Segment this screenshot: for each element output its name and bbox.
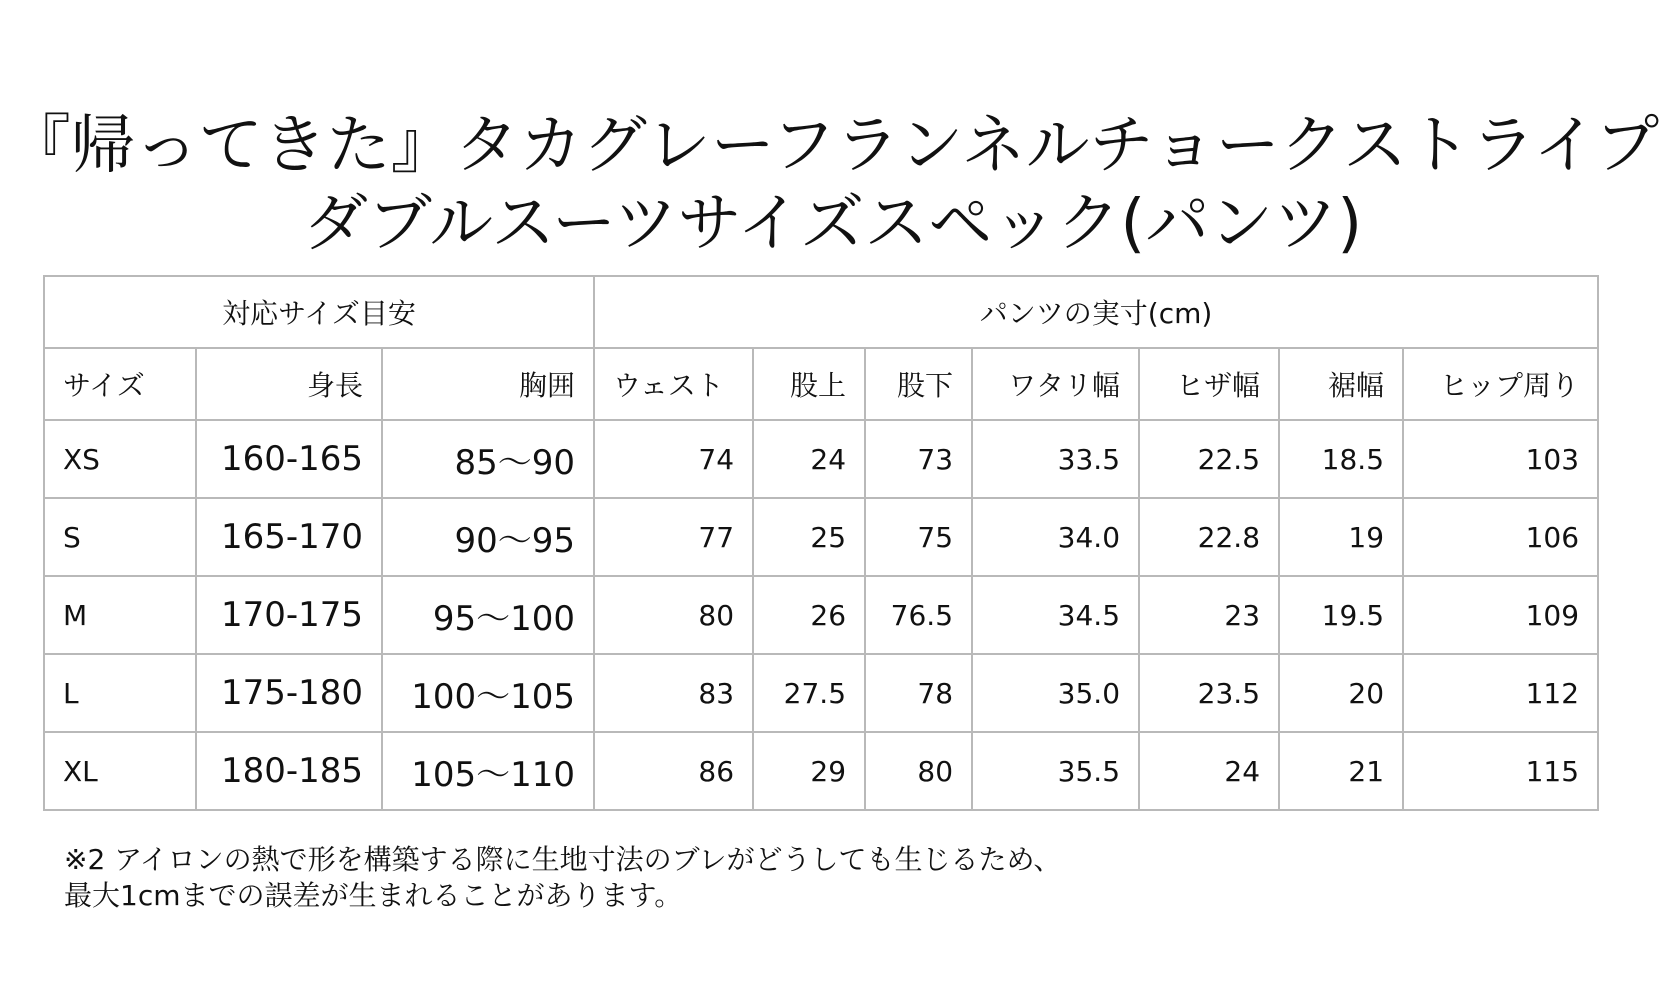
table-row [44,498,1598,576]
column-header-size: サイズ [44,348,196,420]
cell-height: 165-170 [196,498,382,576]
column-header-waist: ウェスト [594,348,753,420]
page-title-line-1: 『帰ってきた』タカグレーフランネルチョークストライプ [6,109,1660,183]
cell-rise: 27.5 [753,654,865,732]
cell-height: 170-175 [196,576,382,654]
cell-knee-width: 24 [1139,732,1279,810]
table-header-row [44,348,1598,420]
cell-size: M [44,576,196,654]
column-header-rise: 股上 [753,348,865,420]
cell-chest: 100〜105 [382,654,594,732]
cell-hip: 106 [1403,498,1598,576]
table-group-header-row [44,276,1598,348]
column-header-hip: ヒップ周り [1403,348,1598,420]
cell-hip: 109 [1403,576,1598,654]
cell-waist: 86 [594,732,753,810]
cell-inseam: 80 [865,732,972,810]
table-row [44,420,1598,498]
cell-rise: 26 [753,576,865,654]
cell-rise: 25 [753,498,865,576]
cell-waist: 77 [594,498,753,576]
footnote-line-1: ※2 アイロンの熱で形を構築する際に生地寸法のブレがどうしても生じるため、 [64,843,1062,876]
cell-hem-width: 21 [1279,732,1403,810]
cell-knee-width: 23.5 [1139,654,1279,732]
cell-height: 180-185 [196,732,382,810]
group-header-pants-measurements: パンツの実寸(cm) [594,276,1598,348]
cell-thigh-width: 35.0 [972,654,1139,732]
cell-knee-width: 22.8 [1139,498,1279,576]
column-header-thigh-width: ワタリ幅 [972,348,1139,420]
cell-rise: 29 [753,732,865,810]
column-header-chest: 胸囲 [382,348,594,420]
cell-hip: 115 [1403,732,1598,810]
cell-hem-width: 20 [1279,654,1403,732]
table-body [44,420,1598,810]
cell-waist: 83 [594,654,753,732]
cell-thigh-width: 35.5 [972,732,1139,810]
cell-height: 160-165 [196,420,382,498]
cell-inseam: 76.5 [865,576,972,654]
table-row [44,732,1598,810]
column-header-height: 身長 [196,348,382,420]
cell-knee-width: 22.5 [1139,420,1279,498]
cell-size: XL [44,732,196,810]
cell-size: L [44,654,196,732]
cell-chest: 105〜110 [382,732,594,810]
table-row [44,576,1598,654]
cell-knee-width: 23 [1139,576,1279,654]
cell-hip: 103 [1403,420,1598,498]
cell-thigh-width: 34.0 [972,498,1139,576]
cell-thigh-width: 34.5 [972,576,1139,654]
cell-inseam: 75 [865,498,972,576]
cell-height: 175-180 [196,654,382,732]
cell-inseam: 73 [865,420,972,498]
column-header-knee-width: ヒザ幅 [1139,348,1279,420]
footnote-line-2: 最大1cmまでの誤差が生まれることがあります。 [64,879,683,912]
cell-hip: 112 [1403,654,1598,732]
table-row [44,654,1598,732]
cell-waist: 74 [594,420,753,498]
column-header-hem-width: 裾幅 [1279,348,1403,420]
cell-hem-width: 19 [1279,498,1403,576]
cell-chest: 85〜90 [382,420,594,498]
cell-hem-width: 19.5 [1279,576,1403,654]
page-title-line-2: ダブルスーツサイズスペック(パンツ) [303,187,1363,261]
cell-waist: 80 [594,576,753,654]
cell-size: XS [44,420,196,498]
size-spec-table [43,275,1599,811]
cell-rise: 24 [753,420,865,498]
column-header-inseam: 股下 [865,348,972,420]
cell-chest: 90〜95 [382,498,594,576]
group-header-size-guide: 対応サイズ目安 [44,276,594,348]
cell-size: S [44,498,196,576]
cell-chest: 95〜100 [382,576,594,654]
cell-hem-width: 18.5 [1279,420,1403,498]
cell-inseam: 78 [865,654,972,732]
cell-thigh-width: 33.5 [972,420,1139,498]
